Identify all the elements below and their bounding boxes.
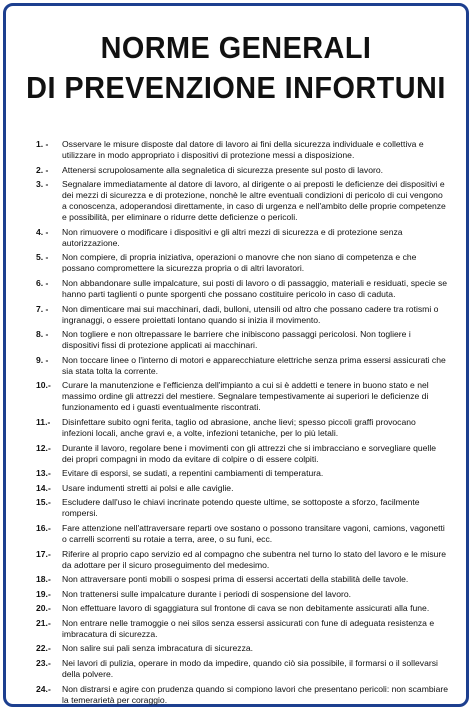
rule-text: Non compiere, di propria iniziativa, operazioni o manovre che non siano di competenza e che possano compromettere la sicurezza propria o di altri lavoratori. xyxy=(62,252,417,274)
rule-number: 7. - xyxy=(36,303,49,314)
rule-number: 6. - xyxy=(36,277,49,288)
rule-item xyxy=(36,380,448,413)
rule-item xyxy=(36,658,448,680)
title-line-2: DI PREVENZIONE INFORTUNI xyxy=(26,70,446,105)
rule-item xyxy=(36,252,448,274)
rules-list xyxy=(36,139,448,709)
rule-number: 3. - xyxy=(36,179,49,190)
title-line-1: NORME GENERALI xyxy=(100,30,372,65)
rule-item xyxy=(36,329,448,351)
rule-text: Disinfettare subito ogni ferita, taglio od abrasione, anche lievi; spesso piccoli graffi provocano infezioni locali, anche gravi e, a volte, infezioni tetaniche, per lo più letali. xyxy=(62,416,416,438)
rule-item xyxy=(36,589,448,600)
safety-sign xyxy=(3,3,469,707)
rule-text: Usare indumenti stretti ai polsi e alle caviglie. xyxy=(62,482,234,493)
rule-item xyxy=(36,618,448,640)
rule-item xyxy=(36,443,448,465)
rule-text: Non effettuare lavoro di sgaggiatura sul frontone di cava se non debitamente assicurati alla fune. xyxy=(62,603,430,614)
rule-text: Riferire al proprio capo servizio ed al compagno che subentra nel turno lo stato del lavoro e le misure da adottare per il sicuro proseguimento del medesimo. xyxy=(62,548,447,570)
rule-item xyxy=(36,304,448,326)
rule-number: 14.- xyxy=(36,482,51,493)
rule-item xyxy=(36,523,448,545)
rule-item xyxy=(36,417,448,439)
sign-title xyxy=(6,28,466,108)
rule-text: Osservare le misure disposte dal datore di lavoro ai fini della sicurezza individuale e collettiva e utilizzare in modo appropriato i dispositivi di protezione messi a disposizione. xyxy=(62,139,424,160)
rule-number: 20.- xyxy=(36,603,51,614)
rule-text: Non trattenersi sulle impalcature durante i periodi di sospensione del lavoro. xyxy=(62,588,352,599)
rule-text: Fare attenzione nell'attraversare reparti ove sostano o possono transitare vagoni, camions, vagonetti o carrelli scorrenti su rotaie a terra, aree, o su funi, ecc. xyxy=(62,522,445,544)
rule-number: 10.- xyxy=(36,380,51,391)
rule-item xyxy=(36,355,448,377)
rule-text: Non toccare linee o l'interno di motori e apparecchiature elettriche senza prima essersi assicurati che sia stata tolta la corrente. xyxy=(62,354,446,376)
rule-item xyxy=(36,684,448,706)
rule-item xyxy=(36,179,448,223)
rule-item xyxy=(36,497,448,519)
rule-item xyxy=(36,227,448,249)
rule-text: Non rimuovere o modificare i dispositivi e gli altri mezzi di sicurezza e di protezione senza autorizzazione. xyxy=(62,226,403,248)
rule-number: 13.- xyxy=(36,468,51,479)
rule-number: 16.- xyxy=(36,522,51,533)
rule-text: Escludere dall'uso le chiavi incrinate potendo queste ultime, se sottoposte a sforzo, facilmente rompersi. xyxy=(62,497,420,519)
rule-text: Nei lavori di pulizia, operare in modo da impedire, quando ciò sia possibile, il formarsi o il sollevarsi della polvere. xyxy=(62,658,438,680)
rule-number: 1. - xyxy=(36,139,49,149)
rule-item xyxy=(36,139,448,161)
rule-number: 21.- xyxy=(36,617,51,628)
rule-number: 17.- xyxy=(36,548,51,559)
rule-item xyxy=(36,165,448,176)
rule-text: Non togliere e non oltrepassare le barriere che inibiscono passaggi pericolosi. Non togliere i dispositivi fissi di protezione applicati ai macchinari. xyxy=(62,329,411,351)
rule-number: 24.- xyxy=(36,683,51,694)
rule-text: Non entrare nelle tramoggie o nei silos senza essersi assicurati con fune di adeguata resistenza e imbracatura di sicurezza. xyxy=(62,617,435,639)
rule-number: 11.- xyxy=(36,416,51,427)
rule-item xyxy=(36,549,448,571)
rule-number: 23.- xyxy=(36,658,51,669)
rule-text: Attenersi scrupolosamente alla segnaletica di sicurezza presente sul posto di lavoro. xyxy=(62,164,384,175)
rule-number: 19.- xyxy=(36,588,51,599)
rule-text: Non distrarsi e agire con prudenza quando si compiono lavori che presentano pericoli: non scambiare la temerarietà per coraggio. xyxy=(62,683,448,705)
rule-text: Non attraversare ponti mobili o sospesi prima di essersi accertati della stabilità delle tavole. xyxy=(62,574,409,585)
rule-item xyxy=(36,574,448,585)
rule-number: 9. - xyxy=(36,354,49,365)
rule-number: 22.- xyxy=(36,643,51,654)
rule-number: 2. - xyxy=(36,164,49,175)
rule-text: Durante il lavoro, regolare bene i movimenti con gli attrezzi che si imbracciano e sorvegliare quelle dei propri compagni in modo da evitare di colpire o di essere colpiti. xyxy=(62,442,437,464)
rule-item xyxy=(36,603,448,614)
rule-text: Non salire sui pali senza imbracatura di sicurezza. xyxy=(62,643,254,654)
rule-text: Non abbandonare sulle impalcature, sui posti di lavoro o di passaggio, materiali e residuati, specie se hanno parti taglienti o punte sporgenti che possano costituire pericolo in caso di caduta. xyxy=(62,277,448,299)
rule-number: 15.- xyxy=(36,497,51,508)
rule-number: 4. - xyxy=(36,226,49,237)
rule-item xyxy=(36,643,448,654)
rule-text: Segnalare immediatamente al datore di lavoro, al dirigente o ai preposti le deficienze dei dispositivi e dei mezzi di sicurezza e di protezione, nonchè le altre eventuali condizioni di pericolo di cui vengono a conoscenza, adoperandosi direttamente, in caso di urgenza e nell'ambito delle proprie competenze e possibilità, per eliminare o ridurre dette deficienze o pericoli. xyxy=(62,179,446,223)
rule-item xyxy=(36,468,448,479)
rule-number: 8. - xyxy=(36,329,49,340)
rule-number: 18.- xyxy=(36,574,51,585)
rule-text: Curare la manutenzione e l'efficienza dell'impianto a cui si è addetti e tenere in buono stato e nel massimo ordine gli attrezzi del mestiere. Segnalare tempestivamente ai superiori le deficienze di funzionamento ed i guasti eventualmente riscontrati. xyxy=(62,380,429,413)
rule-text: Evitare di esporsi, se sudati, a repentini cambiamenti di temperatura. xyxy=(62,468,324,479)
rule-number: 12.- xyxy=(36,442,51,453)
rule-item xyxy=(36,278,448,300)
rule-text: Non dimenticare mai sui macchinari, dadi, bulloni, utensili od altro che possano cadere tra rotismi o ingranaggi, o essere proiettati lontano quando si inizia il movimento. xyxy=(62,303,439,325)
rule-number: 5. - xyxy=(36,252,49,263)
rule-item xyxy=(36,483,448,494)
